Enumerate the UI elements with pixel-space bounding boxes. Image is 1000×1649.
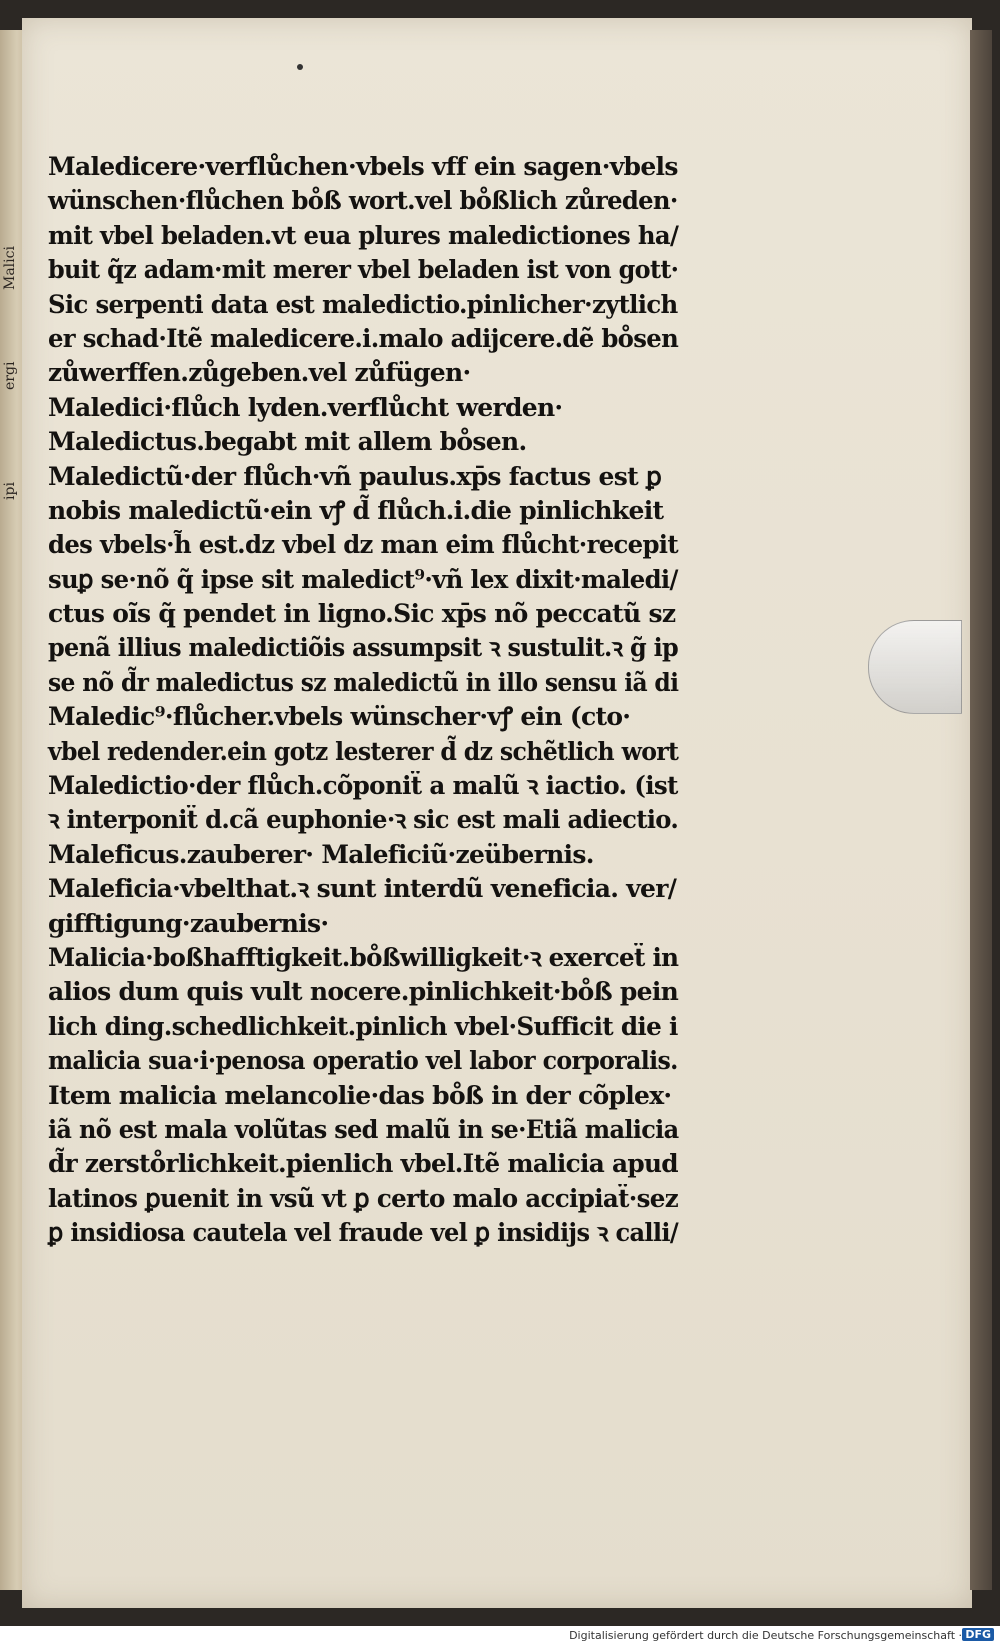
page-clip: [868, 620, 962, 714]
text-line: Maledictũ·der flůch·vñ paulus.xp̄s factus est ꝑ: [48, 461, 662, 491]
text-line: ꝛ interponiẗ d.cã euphonie·ꝛ sic est mali adiectio.: [48, 805, 679, 835]
text-line: zůwerffen.zůgeben.vel zůfügen·: [48, 358, 471, 388]
digitization-credit: Digitalisierung gefördert durch die Deutsche Forschungsgemeinschaft ·: [569, 1629, 962, 1642]
text-line: Maledic⁹·flůcher.vbels wünscher·vꝭ ein (cto·: [48, 702, 631, 732]
text-line: lich ding.schedlichkeit.pinlich vbel·Sufficit die i: [48, 1011, 678, 1041]
text-line: alios dum quis vult nocere.pinlichkeit·bo̊ß pein: [48, 977, 679, 1007]
text-line: nobis maledictũ·ein vꝭ d̃ flůch.i.die pinlichkeit: [48, 495, 664, 525]
text-line: Maledicere·verflůchen·vbels vff ein sagen·vbels: [48, 152, 678, 181]
text-line: mit vbel beladen.vt eua plures maledictiones ha/: [48, 220, 679, 250]
text-line: er schad·Itẽ maledicere.i.malo adijcere.dẽ bo̊sen: [48, 323, 679, 353]
left-page-fragment: Malici: [2, 246, 18, 290]
page-stack-edge: [970, 30, 992, 1590]
text-line: ctus oĩs q̃ pendet in ligno.Sic xp̄s nõ peccatũ sz: [48, 599, 676, 629]
text-line: Maledictio·der flůch.cõponiẗ a malũ ꝛ iactio. (ist: [48, 771, 678, 801]
text-line: vbel redender.ein gotz lesterer d̃ dz schẽtlich wort: [48, 736, 679, 766]
text-line: gifftigung·zaubernis·: [48, 908, 329, 938]
text-line: buit q̃z adam·mit merer vbel beladen ist von gott·: [48, 255, 679, 285]
text-line: se nõ d̃r maledictus sz maledictũ in illo sensu iã di: [48, 667, 679, 697]
ink-dot: [297, 64, 303, 70]
text-line: wünschen·flůchen bo̊ß wort.vel bo̊ßlich zůreden·: [48, 186, 678, 216]
left-page-fragment: ipi: [2, 482, 18, 500]
text-line: Item malicia melancolie·das bo̊ß in der cõplex·: [48, 1080, 672, 1110]
text-line: Maleficus.zauberer· Maleficiũ·zeübernis.: [48, 839, 594, 869]
text-line: ꝑ insidiosa cautela vel fraude vel ꝑ insidijs ꝛ calli/: [48, 1218, 678, 1248]
text-line: Maledictus.begabt mit allem bo̊sen.: [48, 427, 527, 457]
text-line: Maleficia·vbelthat.ꝛ sunt interdũ veneficia. ver/: [48, 874, 677, 904]
text-line: iã nõ est mala volũtas sed malũ in se·Etiã malicia: [48, 1114, 679, 1144]
text-line: Sic serpenti data est maledictio.pinlicher·zytlich: [48, 289, 678, 319]
left-page-fragment: ergi: [2, 361, 18, 390]
dictionary-text: [48, 150, 678, 1251]
text-line: malicia sua·i·penosa operatio vel labor corporalis.: [48, 1046, 678, 1076]
dfg-logo: DFG: [962, 1628, 994, 1641]
text-line: penã illius maledictiõis assumpsit ꝛ sustulit.ꝛ g̃ ip: [48, 633, 679, 663]
text-line: Maledici·flůch lyden.verflůcht werden·: [48, 392, 563, 422]
text-line: Malicia·boßhafftigkeit.bo̊ßwilligkeit·ꝛ exerceẗ in: [48, 942, 679, 972]
text-line: suꝑ se·nõ q̃ ipse sit maledict⁹·vñ lex dixit·maledi/: [48, 564, 678, 594]
text-line: des vbels·h̃ est.dz vbel dz man eim flůcht·recepit: [48, 530, 678, 560]
text-line: d̃r zersto̊rlichkeit.pienlich vbel.Itẽ malicia apud: [48, 1149, 678, 1179]
text-line: latinos ꝑuenit in vsũ vt ꝑ certo malo accipiaẗ·sez: [48, 1183, 678, 1213]
